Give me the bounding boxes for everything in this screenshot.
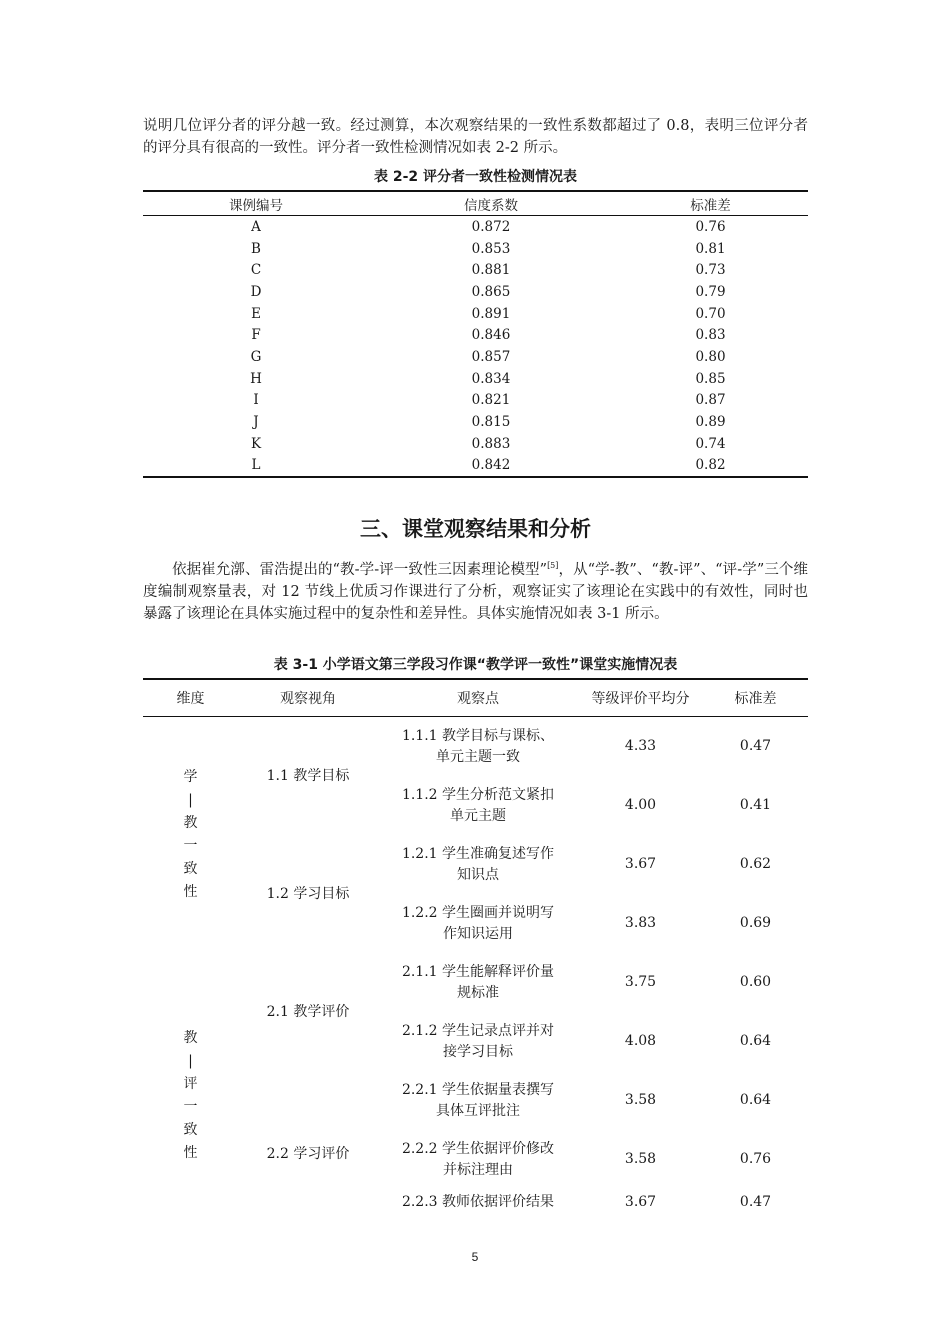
std-dev: 0.60 xyxy=(739,974,772,990)
std-dev: 0.76 xyxy=(695,218,726,235)
std-dev: 0.47 xyxy=(739,1194,772,1210)
course-id: C xyxy=(250,262,262,279)
std-dev: 0.64 xyxy=(739,1033,772,1049)
std-dev: 0.82 xyxy=(613,455,808,478)
observation-point: 2.1.2 学生记录点评并对 接学习目标 xyxy=(401,1022,555,1060)
table-row xyxy=(143,717,808,777)
avg-score: 3.58 xyxy=(624,1092,657,1108)
dimension-label: 教 | 评 一 致 性 xyxy=(183,1029,198,1161)
section-heading: 三、课堂观察结果和分析 xyxy=(360,517,591,541)
course-id: L xyxy=(143,455,369,478)
std-dev: 0.83 xyxy=(695,327,726,344)
course-id: D xyxy=(250,283,262,300)
column-header: 标准差 xyxy=(613,191,808,216)
section-paragraph xyxy=(143,555,808,625)
observation-point: 2.2.2 学生依据评价修改 并标注理由 xyxy=(401,1140,555,1178)
page-number: 5 xyxy=(471,1250,479,1264)
course-id: A xyxy=(251,218,261,235)
dimension-cell xyxy=(143,953,238,1238)
course-id: K xyxy=(250,435,262,452)
table-row xyxy=(143,433,808,455)
table-row xyxy=(143,1071,808,1130)
reliability-coef: 0.853 xyxy=(471,240,511,257)
course-id: F xyxy=(251,327,261,344)
avg-score: 3.83 xyxy=(624,915,657,931)
std-dev: 0.62 xyxy=(739,856,772,872)
observation-point: 1.2.1 学生准确复述写作 知识点 xyxy=(401,845,555,883)
reliability-coef: 0.865 xyxy=(471,283,511,300)
column-header: 观察视角 xyxy=(238,679,378,717)
citation-ref: [5] xyxy=(547,561,559,570)
table-row xyxy=(143,281,808,303)
reliability-coef: 0.842 xyxy=(369,455,613,478)
column-header: 等级评价平均分 xyxy=(578,679,703,717)
std-dev: 0.74 xyxy=(695,435,726,452)
observation-point: 1.1.1 教学目标与课标、 单元主题一致 xyxy=(401,727,555,765)
perspective-cell: 1.2 学习目标 xyxy=(266,885,350,902)
reliability-coef: 0.872 xyxy=(471,218,511,235)
avg-score: 3.67 xyxy=(624,1194,657,1210)
table-row xyxy=(143,303,808,325)
observation-point: 1.2.2 学生圈画并说明写 作知识运用 xyxy=(401,904,555,942)
intro-paragraph: 说明几位评分者的评分越一致。经过测算，本次观察结果的一致性系数都超过了 0.8，表明三位评分者的评分具有很高的一致性。评分者一致性检测情况如表 2-2 所示。 xyxy=(143,118,808,156)
table-row xyxy=(143,346,808,368)
std-dev: 0.64 xyxy=(739,1092,772,1108)
reliability-coef: 0.821 xyxy=(471,392,511,409)
std-dev: 0.69 xyxy=(739,915,772,931)
reliability-coef: 0.815 xyxy=(471,414,511,431)
observation-point: 2.1.1 学生能解释评价量 规标准 xyxy=(401,963,555,1001)
perspective-cell: 2.2 学习评价 xyxy=(266,1146,350,1162)
column-header: 标准差 xyxy=(703,679,808,717)
table-row xyxy=(143,835,808,894)
observation-point: 2.2.1 学生依据量表撰写 具体互评批注 xyxy=(401,1081,555,1119)
column-header: 信度系数 xyxy=(369,191,613,216)
table-2-2-caption: 表 2-2 评分者一致性检测情况表 xyxy=(373,169,578,185)
reliability-coef: 0.857 xyxy=(471,348,511,365)
table-row xyxy=(143,953,808,1012)
course-id: J xyxy=(253,414,259,431)
dimension-cell xyxy=(143,717,238,954)
avg-score: 4.00 xyxy=(624,797,657,813)
table-row xyxy=(143,259,808,281)
table-row xyxy=(143,411,808,433)
observation-point: 2.2.3 教师依据评价结果 xyxy=(401,1194,555,1210)
dimension-label: 学 | 教 一 致 性 xyxy=(183,769,198,900)
avg-score: 3.67 xyxy=(624,856,657,872)
std-dev: 0.76 xyxy=(739,1151,772,1167)
reliability-coef: 0.834 xyxy=(471,370,511,387)
course-id: E xyxy=(251,305,261,322)
std-dev: 0.85 xyxy=(695,370,726,387)
std-dev: 0.73 xyxy=(695,262,726,279)
table-row xyxy=(143,390,808,412)
avg-score: 4.08 xyxy=(624,1033,657,1049)
table-2-2 xyxy=(143,190,808,478)
course-id: G xyxy=(250,348,262,365)
paragraph-text-part1: 依据崔允漷、雷浩提出的“教-学-评一致性三因素理论模型” xyxy=(172,561,548,578)
std-dev: 0.87 xyxy=(695,392,726,409)
std-dev: 0.89 xyxy=(695,414,726,431)
avg-score: 4.33 xyxy=(624,738,657,754)
column-header: 观察点 xyxy=(378,679,578,717)
observation-point: 1.1.2 学生分析范文紧扣 单元主题 xyxy=(401,786,555,824)
course-id: I xyxy=(253,392,259,409)
column-header: 课例编号 xyxy=(143,191,369,216)
avg-score: 3.58 xyxy=(624,1151,657,1167)
course-id: B xyxy=(251,240,261,257)
table-row xyxy=(143,324,808,346)
reliability-coef: 0.891 xyxy=(471,305,511,322)
reliability-coef: 0.846 xyxy=(471,327,511,344)
std-dev: 0.79 xyxy=(695,283,726,300)
std-dev: 0.70 xyxy=(695,305,726,322)
std-dev: 0.81 xyxy=(695,240,726,257)
avg-score: 3.75 xyxy=(624,974,657,990)
column-header: 维度 xyxy=(143,679,238,717)
course-id: H xyxy=(250,370,262,387)
std-dev: 0.47 xyxy=(739,738,772,754)
perspective-cell: 1.1 教学目标 xyxy=(266,767,350,784)
std-dev: 0.41 xyxy=(739,797,772,813)
table-3-1 xyxy=(143,678,808,1238)
reliability-coef: 0.881 xyxy=(471,262,511,279)
table-row xyxy=(143,368,808,390)
table-header-row xyxy=(143,679,808,717)
table-row xyxy=(143,238,808,260)
std-dev: 0.80 xyxy=(695,348,726,365)
table-3-1-caption: 表 3-1 小学语文第三学段习作课“教学评一致性”课堂实施情况表 xyxy=(273,657,678,673)
table-row xyxy=(143,216,808,238)
perspective-cell: 2.1 教学评价 xyxy=(266,1003,350,1020)
table-row xyxy=(143,455,808,478)
paragraph-text-part2: ，从“学-教”、“教-评”、“评-学”三个维度编制观察量表，对 12 节线上优质习作课进行了分析，观察证实了该理论在实践中的有效性，同时也暴露了该理论在具体实施过程中的复杂性和差异性。具体实施情况如表 3-1 所示。 xyxy=(143,561,808,622)
reliability-coef: 0.883 xyxy=(471,435,511,452)
table-header-row xyxy=(143,191,808,216)
